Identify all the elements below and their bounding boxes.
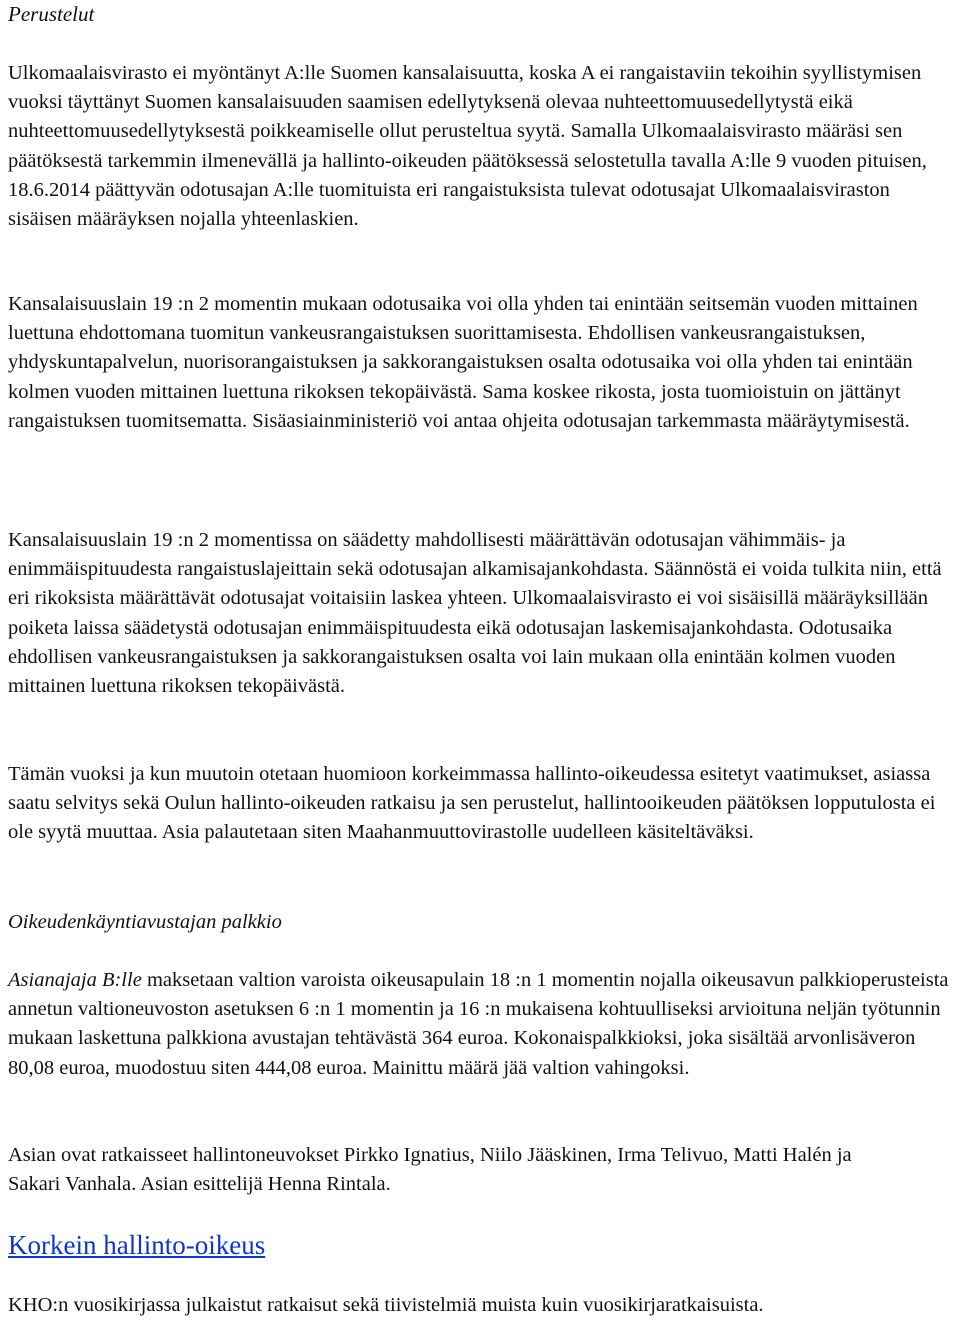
paragraph-1: Ulkomaalaisvirasto ei myöntänyt A:lle Suomen kansalaisuutta, koska A ei rangaistaviin tekoihin syyllistymisen vuoksi täyttänyt Suomen kansalaisuuden saamisen edellytyksenä olevaa nuhteettomuusedellytystä eikä nuhteettomuusedellytyksestä poikkeamiselle ollut perusteltua syytä. Samalla Ulkomaalaisvirasto määräsi sen päätöksestä tarkemmin ilmenevällä ja hallinto-oikeuden päätöksessä selostetulla tavalla A:lle 9 vuoden pituisen, 18.6.2014 päättyvän odotusajan A:lle tuomituista eri rangaistuksista tulevat odotusajat Ulkomaalaisviraston sisäisen määräyksen nojalla yhteenlaskien. <box>8 62 927 231</box>
paragraph-5 <box>8 966 958 1083</box>
paragraph-7: KHO:n vuosikirjassa julkaistut ratkaisut sekä tiivistelmiä muista kuin vuosikirjaratkaisuista. <box>8 1294 764 1316</box>
paragraph-3: Kansalaisuuslain 19 :n 2 momentissa on säädetty mahdollisesti määrättävän odotusajan vähimmäis- ja enimmäispituudesta rangaistuslajeittain sekä odotusajan alkamisajankohdasta. Säännöstä ei voida tulkita niin, että eri rikoksista määrättävät odotusajat voitaisiin laskea yhteen. Ulkomaalaisvirasto ei voi sisäisillä määräyksillään poiketa laissa säädetystä odotusajan enimmäispituudesta eikä odotusajan laskemisajankohdasta. Odotusaika ehdollisen vankeusrangaistuksen ja sakkorangaistuksen osalta voi lain mukaan olla enintään kolmen vuoden mittainen luettuna rikoksen tekopäivästä. <box>8 529 942 698</box>
paragraph-4: Tämän vuoksi ja kun muutoin otetaan huomioon korkeimmassa hallinto-oikeudessa esitetyt vaatimukset, asiassa saatu selvitys sekä Oulun hallinto-oikeuden ratkaisu ja sen perustelut, hallintooikeuden päätöksen lopputulosta ei ole syytä muuttaa. Asia palautetaan siten Maahanmuuttovirastolle uudelleen käsiteltäväksi. <box>8 763 936 844</box>
section-heading-palkkio: Oikeudenkäyntiavustajan palkkio <box>8 911 282 933</box>
paragraph-6: Asian ovat ratkaisseet hallintoneuvokset Pirkko Ignatius, Niilo Jääskinen, Irma Telivuo, Matti Halén ja Sakari Vanhala. Asian esittelijä Henna Rintala. <box>8 1144 852 1196</box>
paragraph-5-body: maksetaan valtion varoista oikeusapulain 18 :n 1 momentin nojalla oikeusavun palkkioperusteista annetun valtioneuvoston asetuksen 6 :n 1 momentin ja 16 :n mukaisena kohtuulliseksi arvioituna neljän työtunnin mukaan laskettuna palkkiona avustajan tehtävästä 364 euroa. Kokonaispalkkioksi, joka sisältää arvonlisäveron 80,08 euroa, muodostuu siten 444,08 euroa. Mainittu määrä jää valtion vahingoksi. <box>8 969 949 1079</box>
section-heading-perustelut: Perustelut <box>8 2 95 26</box>
paragraph-2: Kansalaisuuslain 19 :n 2 momentin mukaan odotusaika voi olla yhden tai enintään seitsemän vuoden mittainen luettuna ehdottomana tuomitun vankeusrangaistuksen suorittamisesta. Ehdollisen vankeusrangaistuksen, yhdyskuntapalvelun, nuorisorangaistuksen ja sakkorangaistuksen osalta odotusaika voi olla yhden tai enintään kolmen vuoden mittainen luettuna rikoksen tekopäivästä. Sama koskee rikosta, josta tuomioistuin on jättänyt rangaistuksen tuomitsematta. Sisäasiainministeriö voi antaa ohjeita odotusajan tarkemmasta määräytymisestä. <box>8 293 918 432</box>
paragraph-5-lead: Asianajaja B:lle <box>8 969 142 991</box>
kho-link-heading[interactable]: Korkein hallinto-oikeus <box>8 1230 266 1260</box>
